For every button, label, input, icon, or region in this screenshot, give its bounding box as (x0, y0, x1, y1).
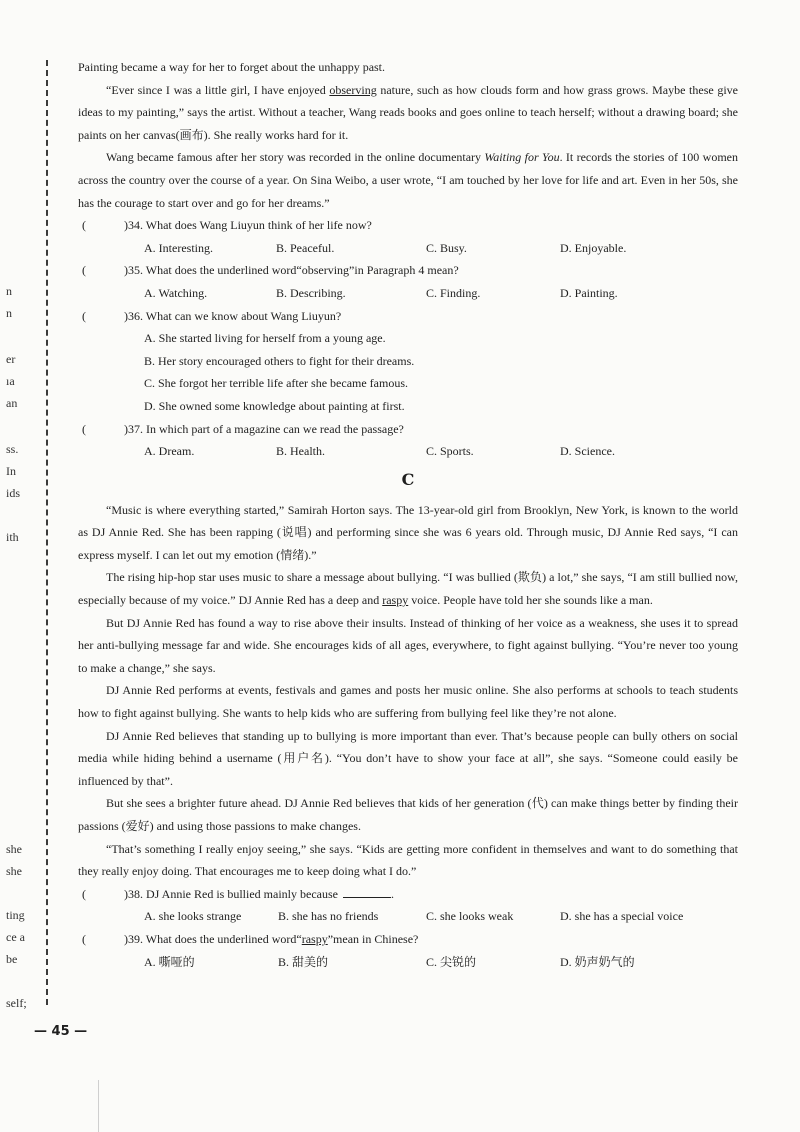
answer-blank[interactable]: ( (82, 308, 86, 323)
passage-c-paragraph: But DJ Annie Red has found a way to rise above their insults. Instead of thinking of her voice as a weakness, she uses it to spread her anti-bullying message far and wide. She encourages kids of all ages, everywhere, to fight against bullying. “You’re never too young to make a change,” she says. (78, 615, 738, 675)
option-d[interactable]: D. She owned some knowledge about painting at first. (144, 398, 405, 413)
option-a[interactable]: A. Interesting. (144, 240, 213, 255)
margin-bleed-text: she (6, 842, 22, 856)
margin-bleed-text: n (6, 284, 12, 298)
question-38 (78, 883, 738, 906)
option-b[interactable]: B. Peaceful. (276, 240, 335, 255)
text-span: voice. People have told her she sounds like a man. (408, 593, 653, 608)
answer-blank[interactable]: ( (82, 263, 86, 278)
option-a[interactable]: A. Dream. (144, 444, 195, 459)
option-a[interactable]: A. 嘶哑的 (144, 954, 195, 969)
question-options (78, 282, 738, 305)
question-text: ”mean in Chinese? (327, 931, 419, 946)
underlined-word-raspy: raspy (382, 593, 409, 608)
option-a[interactable]: A. She started living for herself from a young age. (144, 331, 386, 346)
passage-b-paragraph (78, 79, 738, 147)
passage-c-paragraph: DJ Annie Red believes that standing up to bullying is more important than ever. That’s because people can bully others on social media while hiding behind a username (用户名). “You don’t have to show your face at all”, she says. “Someone could easily be influenced by that”. (78, 728, 738, 788)
text-span: Wang became famous after her story was recorded in the online documentary (106, 150, 485, 165)
option-b[interactable]: B. 甜美的 (278, 954, 329, 969)
margin-bleed-text: ss. (6, 442, 19, 456)
answer-blank[interactable]: ( (82, 421, 86, 436)
option-b[interactable]: B. Health. (276, 444, 325, 459)
passage-b-paragraph: Painting became a way for her to forget about the unhappy past. (78, 60, 386, 74)
question-37 (78, 418, 738, 441)
margin-bleed-text: an (6, 396, 18, 410)
page-number: — 45 — (34, 1024, 88, 1039)
margin-bleed-text: n (6, 306, 12, 320)
question-text-wrap (124, 928, 738, 951)
option-c[interactable]: C. Finding. (426, 285, 481, 300)
page-edge-line (98, 1080, 99, 1132)
passage-c-paragraph: DJ Annie Red performs at events, festivals and games and posts her music online. She also performs at schools to teach students how to fight against bullying. She wants to help kids who are suffering from bullying feel like they’re not alone. (78, 683, 738, 721)
option-b[interactable]: B. Her story encouraged others to fight for their dreams. (144, 353, 415, 368)
question-options (78, 237, 738, 260)
passage-c-paragraph (78, 566, 738, 611)
text-span: . It records the stories of 100 women across the country over the course of a year. On Sina Weibo, a user wrote, “I am touched by her love for life and art. Even in her 50s, she has the courage to start over and go for her dreams.” (78, 150, 738, 210)
margin-bleed-text: ith (6, 530, 19, 544)
underlined-word-raspy: raspy (301, 931, 328, 946)
documentary-title: Waiting for You (484, 150, 560, 165)
option-d[interactable]: D. Enjoyable. (560, 240, 627, 255)
option-c[interactable]: C. 尖锐的 (426, 954, 477, 969)
margin-bleed-text: ids (6, 486, 21, 500)
answer-blank[interactable]: ( (82, 931, 86, 946)
option-a[interactable]: A. she looks strange (144, 909, 242, 924)
question-options (78, 327, 738, 417)
option-c[interactable]: C. Busy. (426, 240, 467, 255)
margin-bleed-text: be (6, 952, 18, 966)
option-b[interactable]: B. she has no friends (278, 909, 379, 924)
question-text: )39. What does the underlined word“ (124, 931, 302, 946)
question-35 (78, 259, 738, 282)
text-span: “Ever since I was a little girl, I have enjoyed (106, 82, 330, 97)
text-span: nature, such as how clouds form and how grass grows. Maybe these give ideas to my painting,” says the artist. Without a teacher, Wang reads books and goes online to teach herself; without a drawing board; she paints on her canvas(画布). She really works hard for it. (78, 82, 739, 142)
passage-b-paragraph (78, 146, 738, 214)
margin-bleed-text: she (6, 864, 22, 878)
question-text: )36. What can we know about Wang Liuyun? (124, 308, 342, 323)
margin-bleed-text: ce a (6, 930, 25, 944)
question-options (78, 440, 738, 463)
passage-c-paragraph: But she sees a brighter future ahead. DJ Annie Red believes that kids of her generation (代) can make things better by finding their passions (爱好) and using those passions to make changes. (78, 796, 738, 833)
answer-blank[interactable]: ( (82, 218, 86, 233)
question-text-wrap: )38. DJ Annie Red is bullied mainly because . (124, 886, 394, 901)
question-text: )37. In which part of a magazine can we read the passage? (124, 421, 404, 436)
question-39 (78, 928, 738, 951)
margin-bleed-text: er (6, 352, 16, 366)
question-34 (78, 214, 738, 237)
passage-c-paragraph: “That’s something I really enjoy seeing,” she says. “Kids are getting more confident in themselves and want to do something that they really enjoy doing. That encourages me to keep doing what I do.” (78, 841, 738, 879)
question-options (78, 905, 738, 928)
text-span: The rising hip-hop star uses music to share a message about bullying. “I was bullied (欺负) a lot,” she says, “I am still bullied now, especially because of my voice.” DJ Annie Red has a deep and (78, 570, 738, 608)
option-d[interactable]: D. Science. (560, 444, 615, 459)
page-content (78, 56, 738, 973)
option-d[interactable]: D. Painting. (560, 285, 618, 300)
margin-bleed-text: ıa (6, 374, 15, 388)
margin-bleed-text: In (6, 464, 16, 478)
fill-in-blank[interactable] (343, 885, 391, 898)
question-text: )35. What does the underlined word“observing”in Paragraph 4 mean? (124, 263, 459, 278)
section-heading-c: C (401, 469, 415, 489)
question-36 (78, 305, 738, 328)
passage-c-paragraph: “Music is where everything started,” Samirah Horton says. The 13-year-old girl from Brooklyn, New York, is known to the world as DJ Annie Red. She has been rapping (说唱) and performing since she was 6 years old. Through music, DJ Annie Red says, “I can express myself. I can let out my emotion (情绪).” (78, 502, 738, 562)
binding-fold-line (46, 60, 48, 1005)
option-c[interactable]: C. She forgot her terrible life after she became famous. (144, 376, 409, 391)
answer-blank[interactable]: ( (82, 886, 86, 901)
option-c[interactable]: C. she looks weak (426, 909, 514, 924)
question-text: )34. What does Wang Liuyun think of her life now? (124, 218, 372, 233)
option-a[interactable]: A. Watching. (144, 285, 208, 300)
underlined-word-observing: observing (329, 82, 377, 97)
option-c[interactable]: C. Sports. (426, 444, 474, 459)
margin-bleed-text: ting (6, 908, 25, 922)
option-d[interactable]: D. she has a special voice (560, 909, 684, 924)
margin-bleed-text: self; (6, 996, 27, 1010)
option-d[interactable]: D. 奶声奶气的 (560, 954, 635, 969)
question-text: )38. DJ Annie Red is bullied mainly because (124, 886, 338, 901)
question-options (78, 951, 738, 974)
option-b[interactable]: B. Describing. (276, 285, 346, 300)
